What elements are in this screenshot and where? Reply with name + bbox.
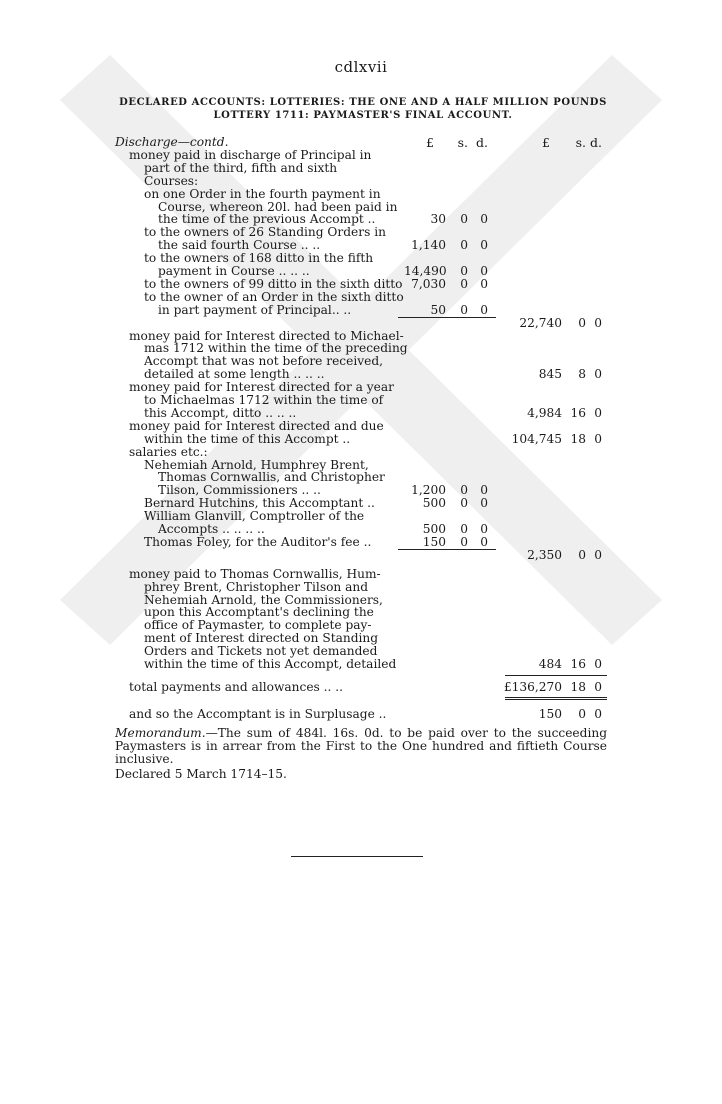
outer-amount-shillings: 0 bbox=[578, 315, 586, 330]
ledger-row bbox=[0, 471, 722, 484]
outer-amount-pence: 0 bbox=[594, 679, 602, 694]
running-header-line-1: DECLARED ACCOUNTS: LOTTERIES: THE ONE AND A HALF MILLION POUNDS bbox=[119, 97, 607, 108]
entry-text: Nehemiah Arnold, the Commissioners, bbox=[144, 592, 383, 607]
memorandum-paragraph bbox=[115, 727, 607, 767]
entry-text: money paid for Interest directed to Michael- bbox=[129, 328, 404, 343]
entry-text: Accompt that was not before received, bbox=[144, 354, 384, 369]
outer-shillings-head: s. bbox=[575, 135, 586, 150]
inner-amount-pounds: 50 bbox=[430, 302, 446, 317]
inner-amount-pounds: 500 bbox=[422, 522, 446, 536]
entry-text: within the time of this Accompt .. bbox=[144, 431, 351, 446]
outer-amount-shillings: 18 bbox=[570, 679, 586, 694]
declared-date-line bbox=[0, 768, 722, 781]
ledger-row bbox=[0, 304, 722, 317]
entry-text: Tilson, Commissioners .. .. bbox=[158, 483, 321, 498]
ledger-row bbox=[0, 658, 722, 671]
inner-shillings-head: s. bbox=[457, 135, 468, 150]
inner-amount-pence: 0 bbox=[480, 276, 488, 291]
ledger-row bbox=[0, 149, 722, 162]
outer-pounds-head: £ bbox=[542, 135, 550, 150]
entry-text: to the owners of 168 ditto in the fifth bbox=[144, 251, 374, 266]
outer-amount-pence: 0 bbox=[594, 431, 602, 446]
entry-text: part of the third, fifth and sixth bbox=[144, 160, 338, 175]
entry-text: money paid for Interest directed for a year bbox=[129, 380, 394, 395]
entry-text: Thomas Cornwallis, and Christopher bbox=[158, 470, 385, 485]
closing-rule bbox=[291, 856, 423, 857]
entry-text: and so the Accomptant is in Surplusage .. bbox=[129, 706, 387, 721]
outer-amount-pounds: 22,740 bbox=[519, 315, 562, 330]
inner-amount-shillings: 0 bbox=[460, 212, 468, 227]
ledger-row bbox=[0, 394, 722, 407]
entry-text: money paid in discharge of Principal in bbox=[129, 147, 372, 162]
inner-pounds-head: £ bbox=[426, 135, 434, 150]
entry-text: detailed at some length .. .. .. bbox=[144, 367, 325, 382]
inner-amount-shillings: 0 bbox=[460, 522, 468, 536]
entry-text: this Accompt, ditto .. .. .. bbox=[144, 405, 297, 420]
inner-amount-shillings: 0 bbox=[460, 534, 468, 549]
inner-amount-pence: 0 bbox=[480, 212, 488, 227]
double-rule-top bbox=[505, 697, 607, 698]
entry-text: Thomas Foley, for the Auditor's fee .. bbox=[144, 534, 372, 549]
outer-amount-pounds: 845 bbox=[538, 367, 562, 382]
entry-text: payment in Course .. .. .. bbox=[158, 264, 310, 278]
inner-amount-pounds: 7,030 bbox=[411, 276, 446, 291]
entry-text: Bernard Hutchins, this Accomptant .. bbox=[144, 496, 375, 511]
entry-text: within the time of this Accompt, detailed bbox=[144, 657, 397, 671]
entry-text: office of Paymaster, to complete pay- bbox=[144, 618, 372, 633]
outer-amount-pence: 0 bbox=[594, 405, 602, 420]
entry-text: Course, whereon 20l. had been paid in bbox=[158, 199, 398, 214]
ledger-row bbox=[0, 226, 722, 239]
outer-amount-shillings: 16 bbox=[570, 657, 586, 671]
entry-text: mas 1712 within the time of the preceding bbox=[144, 341, 408, 356]
outer-amount-pounds: 484 bbox=[538, 657, 562, 671]
outer-amount-pounds: 150 bbox=[538, 706, 562, 721]
entry-text: Accompts .. .. .. .. bbox=[158, 522, 265, 536]
ledger-row bbox=[0, 549, 722, 562]
memorandum-label: Memorandum. bbox=[115, 725, 206, 740]
inner-amount-pounds: 1,200 bbox=[411, 483, 446, 498]
inner-amount-pence: 0 bbox=[480, 522, 488, 536]
ledger-row bbox=[0, 446, 722, 459]
running-header-line-2: LOTTERY 1711: PAYMASTER'S FINAL ACCOUNT. bbox=[213, 110, 513, 121]
ledger-row bbox=[0, 708, 722, 721]
inner-amount-pence: 0 bbox=[480, 302, 488, 317]
inner-amount-pounds: 1,140 bbox=[411, 238, 446, 253]
outer-amount-pounds: 2,350 bbox=[527, 547, 562, 562]
outer-amount-shillings: 0 bbox=[578, 547, 586, 562]
page-number: cdlxvii bbox=[334, 58, 388, 76]
ledger-row bbox=[0, 188, 722, 201]
entry-text: to the owner of an Order in the sixth ditto bbox=[144, 289, 404, 304]
outer-amount-pence: 0 bbox=[594, 547, 602, 562]
ledger-row bbox=[0, 681, 722, 694]
outer-amount-pence: 0 bbox=[594, 315, 602, 330]
inner-pence-head: d. bbox=[476, 135, 488, 150]
outer-amount-pounds: 4,984 bbox=[527, 405, 562, 420]
entry-text: to Michaelmas 1712 within the time of bbox=[144, 393, 384, 407]
inner-amount-shillings: 0 bbox=[460, 302, 468, 317]
entry-text: upon this Accomptant's declining the bbox=[144, 605, 374, 620]
double-rule-bottom bbox=[505, 699, 607, 700]
entry-text: money paid for Interest directed and due bbox=[129, 418, 384, 433]
entry-text: phrey Brent, Christopher Tilson and bbox=[144, 579, 369, 594]
ledger-row bbox=[0, 175, 722, 188]
inner-amount-pence: 0 bbox=[480, 496, 488, 511]
entry-text: William Glanvill, Comptroller of the bbox=[144, 509, 365, 524]
total-rule bbox=[505, 675, 607, 676]
ledger-row bbox=[0, 252, 722, 265]
outer-amount-pence: 0 bbox=[594, 706, 602, 721]
ledger-row bbox=[0, 355, 722, 368]
entry-text: Discharge—contd. bbox=[115, 135, 229, 149]
inner-amount-pence: 0 bbox=[480, 238, 488, 253]
outer-amount-pence: 0 bbox=[594, 367, 602, 382]
inner-amount-shillings: 0 bbox=[460, 496, 468, 511]
entry-text: to the owners of 99 ditto in the sixth ditto bbox=[144, 276, 403, 291]
outer-pence-head: d. bbox=[590, 135, 602, 150]
entry-text: the time of the previous Accompt .. bbox=[158, 212, 376, 227]
inner-amount-pounds: 30 bbox=[430, 212, 446, 227]
inner-amount-pence: 0 bbox=[480, 483, 488, 498]
ledger-row bbox=[0, 581, 722, 594]
ledger-row bbox=[0, 568, 722, 581]
declared-date: Declared 5 March 1714–15. bbox=[115, 767, 287, 782]
entry-text: to the owners of 26 Standing Orders in bbox=[144, 225, 386, 240]
memorandum-text: —The sum of 484l. 16s. 0d. to be paid over to the succeeding Paymasters is in arrear from the First to the One hundred and fiftieth Course inclusive. bbox=[115, 725, 607, 767]
entry-text: on one Order in the fourth payment in bbox=[144, 186, 381, 201]
ledger-row bbox=[0, 162, 722, 175]
outer-amount-pounds: £136,270 bbox=[503, 679, 562, 694]
inner-amount-pence: 0 bbox=[480, 264, 488, 278]
ledger-row bbox=[0, 278, 722, 291]
entry-text: total payments and allowances .. .. bbox=[129, 679, 344, 694]
inner-amount-shillings: 0 bbox=[460, 276, 468, 291]
entry-text: salaries etc.: bbox=[129, 444, 208, 459]
entry-text: money paid to Thomas Cornwallis, Hum- bbox=[129, 566, 381, 581]
ledger-row bbox=[0, 536, 722, 549]
inner-amount-pounds: 500 bbox=[422, 496, 446, 511]
outer-amount-pence: 0 bbox=[594, 657, 602, 671]
entry-text: in part payment of Principal.. .. bbox=[158, 302, 352, 317]
entry-text: Nehemiah Arnold, Humphrey Brent, bbox=[144, 457, 369, 472]
entry-text: Courses: bbox=[144, 173, 199, 188]
inner-amount-pounds: 14,490 bbox=[404, 264, 447, 278]
ledger-row bbox=[0, 510, 722, 523]
outer-amount-shillings: 18 bbox=[570, 431, 586, 446]
outer-amount-shillings: 16 bbox=[570, 405, 586, 420]
entry-text: ment of Interest directed on Standing bbox=[144, 631, 379, 646]
ledger-row bbox=[0, 420, 722, 433]
ledger-row bbox=[0, 407, 722, 420]
outer-amount-pounds: 104,745 bbox=[511, 431, 562, 446]
ledger-row bbox=[0, 291, 722, 304]
inner-amount-pence: 0 bbox=[480, 534, 488, 549]
outer-amount-shillings: 0 bbox=[578, 706, 586, 721]
inner-amount-pounds: 150 bbox=[422, 534, 446, 549]
inner-amount-shillings: 0 bbox=[460, 483, 468, 498]
ledger-row bbox=[0, 433, 722, 446]
ledger-row bbox=[0, 317, 722, 330]
entry-text: Orders and Tickets not yet demanded bbox=[144, 644, 378, 659]
outer-amount-shillings: 8 bbox=[578, 367, 586, 382]
inner-amount-shillings: 0 bbox=[460, 264, 468, 278]
entry-text: the said fourth Course .. .. bbox=[158, 238, 321, 253]
inner-amount-shillings: 0 bbox=[460, 238, 468, 253]
